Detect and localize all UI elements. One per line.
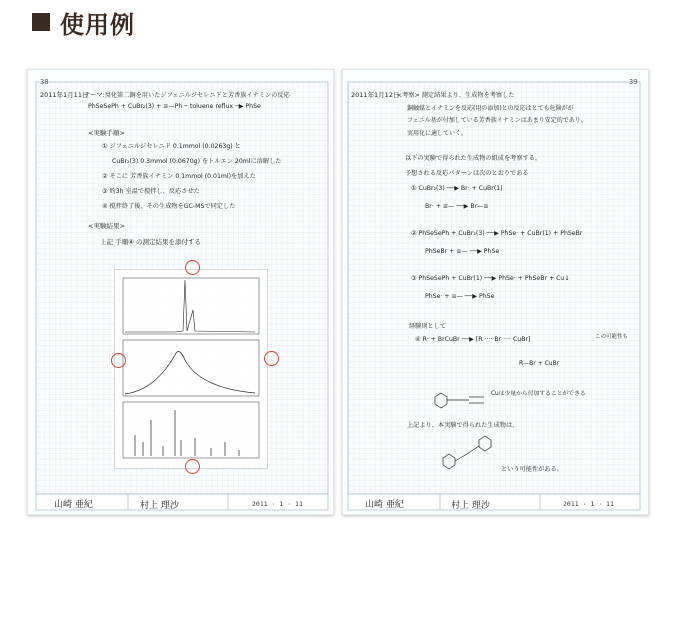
entry-date: 2011年1月11日 (40, 91, 89, 99)
note-line: ④ 撹拌終了後、その生成物をGC-MSで同定した (102, 203, 236, 210)
section-heading (32, 6, 135, 38)
note-line: テーマ:臭化第二銅を用いたジフェニルジセレニドと芳香族イナミンの反応 (84, 92, 290, 99)
attached-chart-sheet (114, 269, 268, 469)
note-line: フェニル基が付加している芳香族イナミンはあまり安定的であり、 (407, 117, 587, 124)
author-signature: 山崎 亜紀 (365, 500, 404, 510)
note-line: 予想される反応パターンは次のとおりである (405, 170, 529, 177)
footer-date: 2011 · 1 · 11 (563, 500, 614, 508)
note-line: Br· + ≡— ──▶ Br—≡ (425, 203, 489, 210)
page-number: 38 (40, 78, 49, 86)
notebook-page-right (342, 69, 649, 515)
square-bullet-icon (32, 13, 50, 31)
note-line: ③ PhSeSePh + CuBr(1) ──▶ PhSe· + PhSeBr + Cu↓ (411, 275, 570, 282)
note-line: Cuは少量から付加することができる (491, 391, 586, 397)
product-structure-sketch (433, 436, 503, 476)
seal-stamp-icon (185, 260, 200, 275)
note-line: 上記 手順④ の測定結果を添付する (100, 238, 201, 246)
note-line: <考察> 測定結果より、生成物を考察した (397, 92, 515, 99)
notebook-page-left (27, 69, 334, 515)
note-line: CuBr₂(3) 0.3mmol (0.0670g) をトルエン 20mlに溶解した (112, 158, 282, 165)
note-line: ① CuBr₂(3) ──▶ Br· + CuBr(1) (411, 185, 503, 192)
note-line: PhSeBr + ≡— ──▶ PhSe (425, 248, 500, 255)
author-signature: 山崎 亜紀 (54, 500, 93, 510)
note-line: PhSeSePh + CuBr₂(3) + ≡—Ph ─ toluene reflux ─▶ PhSe (88, 103, 261, 110)
note-line: ② PhSeSePh + CuBr₂(3) ──▶ PhSe· + CuBr(1) + PhSeBr (411, 230, 583, 237)
note-line: ① ジフェニルジセレニド 0.1mmol (0.0263g) と (102, 143, 241, 150)
note-line: <実験手順> (88, 129, 125, 137)
note-line: ④ R· + BrCuBr ──▶ [R ···· Br ···· CuBr] (415, 336, 531, 343)
note-line: 銅触媒とイナミンを反応(用の添加)との反応はとても危険がが (407, 105, 574, 112)
note-line: 経験則として (409, 323, 447, 330)
structure-sketch (429, 385, 489, 415)
note-line: という可能性がある。 (501, 466, 563, 473)
note-line: 実用化に適していく。 (407, 130, 467, 137)
note-line: PhSe· + ≡— ──▶ PhSe (425, 293, 495, 300)
witness-signature: 村上 理沙 (451, 501, 490, 511)
entry-date: 2011年1月12日 (351, 91, 400, 99)
note-line: この可能性も (595, 334, 629, 340)
seal-stamp-icon (264, 351, 279, 366)
seal-stamp-icon (185, 459, 200, 474)
witness-signature: 村上 理沙 (140, 501, 179, 511)
note-line: ② そこに 芳香族イナミン 0.1mmol (0.01ml)を加えた (102, 173, 256, 180)
note-line: R—Br + CuBr (519, 360, 560, 367)
note-line: 以下の実験で得られた生成物の組成を考察する。 (405, 155, 542, 162)
note-line: <実験結果> (88, 222, 125, 230)
heading-title: 使用例 (60, 10, 135, 39)
note-line: ③ 約3h 室温で撹拌し、反応させた (102, 188, 200, 195)
footer-date: 2011 · 1 · 11 (252, 500, 303, 508)
gcms-chart (115, 270, 267, 468)
seal-stamp-icon (111, 353, 126, 368)
note-line: 上記より、本実験で得られた生成物は、 (407, 422, 519, 429)
page-number: 39 (629, 78, 638, 86)
